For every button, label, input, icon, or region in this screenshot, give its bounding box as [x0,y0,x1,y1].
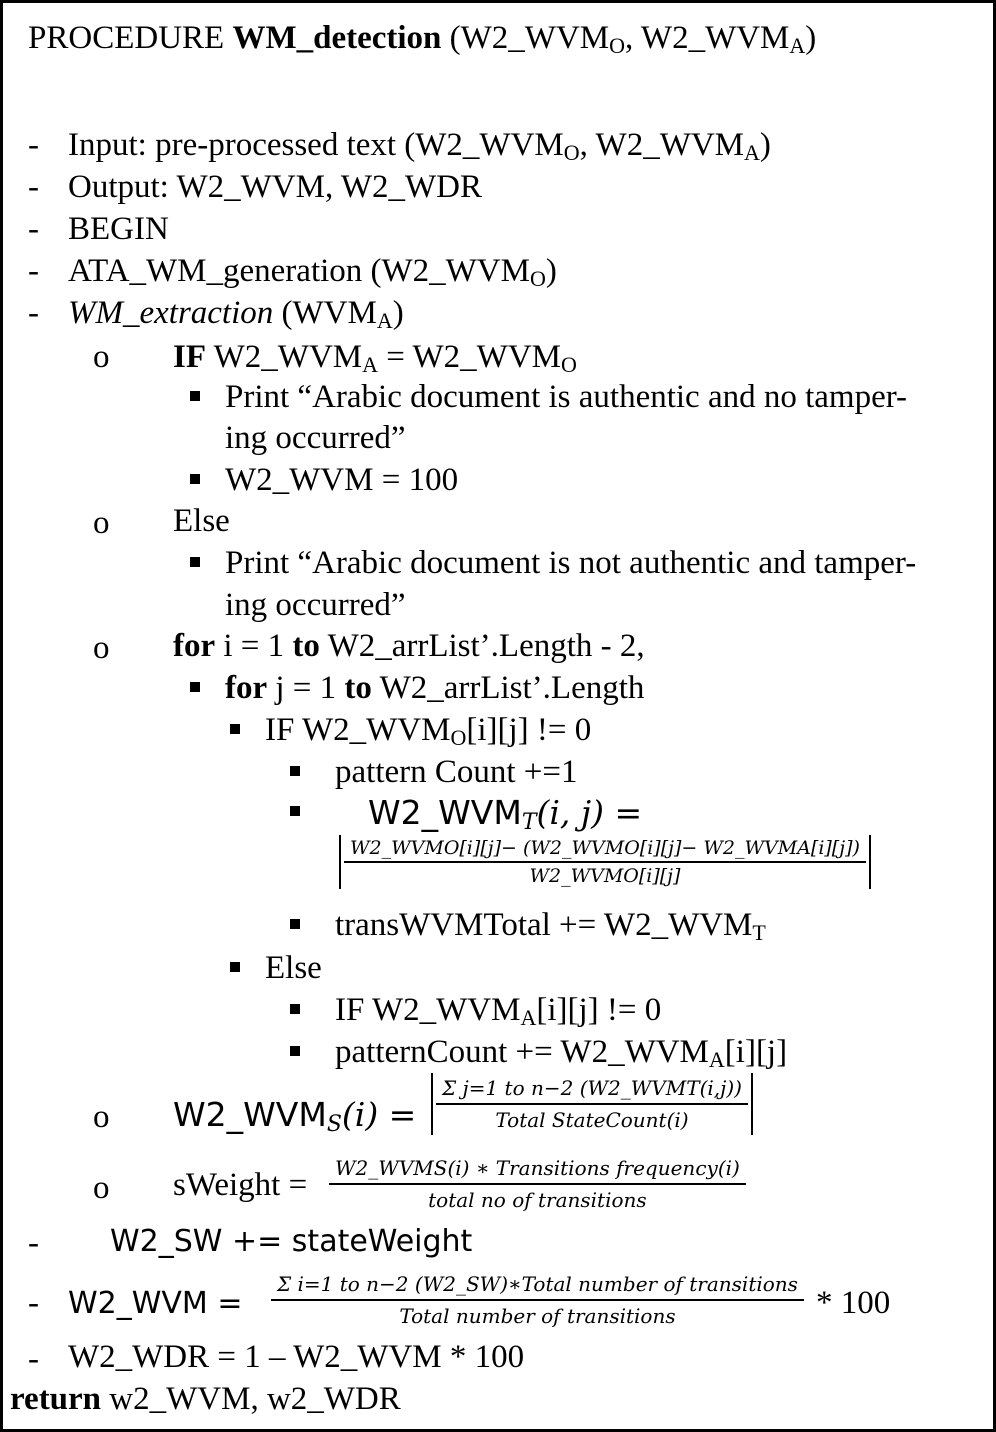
input-text: Input: pre-processed text (W2_WVM [68,127,564,163]
wvm-fraction [271,1269,804,1331]
eq-s-numerator: Σ j=1 to n−2 (W2_WVMT(i,j)) [436,1073,748,1105]
if-keyword: IF [173,339,206,375]
for-i-text-a: i = 1 [215,628,293,664]
square-bullet [190,391,200,401]
if-original-tail: [i][j] != 0 [466,712,592,748]
return-line [10,1379,401,1419]
procedure-header [28,18,816,58]
dash-marker: - [28,1225,39,1261]
to-keyword: to [344,670,372,706]
dash-marker: - [28,1341,39,1377]
circle-marker: o [93,1099,110,1135]
if-text-b: = W2_WVM [378,339,561,375]
eq-t-numerator: W2_WVMO[i][j]− (W2_WVMO[i][j]− W2_WVMA[i][j]) [344,835,866,863]
dash-marker: - [28,127,39,163]
extraction-sub: A [376,308,393,333]
state-weight-line [110,1221,472,1261]
if-attacked-sub: A [520,1005,537,1030]
procedure-args-sub2: A [789,33,806,58]
pattern-count-tail: [i][j] [724,1034,788,1070]
sweight-numerator: W2_WVMS(i) ∗ Transitions frequency(i) [329,1153,746,1185]
return-values: w2_WVM, w2_WDR [101,1381,401,1417]
circle-marker: o [93,505,110,541]
extraction-function: WM_extraction [68,295,274,331]
equation-t-lhs [368,793,642,833]
dash-marker: - [28,295,39,331]
wvm-equation-lhs [68,1283,243,1323]
square-bullet [290,1046,300,1056]
procedure-name: WM_detection [232,20,442,56]
input-text-b: , W2_WVM [579,127,745,163]
print-not-authentic-line2: ing occurred” [225,587,406,623]
eq-t-lhs-args: (i, j) = [536,793,643,832]
eq-t-lhs-text: W2_WVM [368,793,522,832]
wvm-multiplier: * 100 [816,1285,891,1321]
else-inner-line: Else [265,950,322,986]
begin-line: BEGIN [68,211,169,247]
pattern-count-text: patternCount += W2_WVM [335,1034,709,1070]
for-j-text-b: W2_arrList’.Length [371,670,645,706]
input-text-c: ) [759,127,771,163]
set-100-line: W2_WVM = 100 [225,462,459,498]
square-bullet [290,919,300,929]
sweight-lhs: sWeight = [173,1167,308,1203]
if-original-line [265,710,591,750]
if-sub2: O [561,352,577,377]
trans-total-line [335,905,766,945]
generation-close: ) [545,253,557,289]
extraction-close: ) [392,295,404,331]
circle-marker: o [93,630,110,666]
if-attacked-tail: [i][j] != 0 [536,992,662,1028]
for-keyword: for [225,670,268,706]
extraction-args: (WVM [273,295,377,331]
procedure-args-mid: , W2_WVM [625,20,790,56]
eq-s-lhs-args: (i) = [341,1095,417,1134]
generation-sub: O [529,266,546,291]
trans-total-text: transWVMTotal += W2_WVM [335,907,753,943]
dash-marker: - [28,211,39,247]
input-sub2: A [744,140,760,165]
for-keyword: for [173,628,216,664]
sweight-denominator: total no of transitions [428,1188,647,1212]
dash-marker: - [28,253,39,289]
procedure-args-close: ) [805,20,817,56]
trans-total-sub: T [752,920,766,945]
if-sub1: A [362,352,379,377]
dash-marker: - [28,169,39,205]
wvm-lhs-text: W2_WVM = [68,1286,243,1321]
wvm-numerator: Σ i=1 to n−2 (W2_SW)∗Total number of transitions [271,1269,804,1301]
state-weight-text: W2_SW += stateWeight [110,1224,473,1259]
square-bullet [290,1004,300,1014]
dash-marker: - [28,1285,39,1321]
to-keyword: to [292,628,320,664]
if-attacked-line [335,990,661,1030]
if-original-text: IF W2_WVM [265,712,451,748]
pattern-count-sub: A [708,1047,725,1072]
square-bullet [290,766,300,776]
input-sub1: O [563,140,580,165]
print-not-authentic-line1: Print “Arabic document is not authentic and tamper- [225,545,917,581]
eq-t-denominator: W2_WVMO[i][j] [529,865,681,887]
wvm-denominator: Total number of transitions [399,1304,676,1328]
generation-line [68,251,557,291]
square-bullet [190,474,200,484]
if-attacked-text: IF W2_WVM [335,992,521,1028]
if-text-a: W2_WVM [206,339,363,375]
print-authentic-line1: Print “Arabic document is authentic and no tamper- [225,379,908,415]
eq-t-lhs-sub: T [521,810,537,835]
circle-marker: o [93,1170,110,1206]
for-j-line [225,668,644,708]
square-bullet [230,724,240,734]
input-line [68,125,771,165]
equation-t-fraction [339,835,871,889]
procedure-args-sub1: O [609,33,626,58]
procedure-keyword: PROCEDURE [28,20,225,56]
sweight-fraction [329,1153,746,1215]
equation-s-fraction [431,1073,753,1135]
for-i-text-b: W2_arrList’.Length - 2, [319,628,645,664]
eq-s-denominator: Total StateCount(i) [495,1108,689,1132]
square-bullet [230,962,240,972]
square-bullet [190,682,200,692]
if-original-sub: O [450,725,467,750]
circle-marker: o [93,339,110,375]
print-authentic-line2: ing occurred” [225,420,406,456]
for-j-text-a: j = 1 [267,670,345,706]
eq-s-lhs-sub: S [326,1112,342,1137]
square-bullet [290,806,300,816]
else-line: Else [173,503,230,539]
wdr-line: W2_WDR = 1 – W2_WVM * 100 [68,1339,525,1375]
square-bullet [190,557,200,567]
output-line: Output: W2_WVM, W2_WDR [68,169,482,205]
if-line [173,337,577,377]
pattern-count-attacked-line [335,1032,787,1072]
pattern-count-line: pattern Count +=1 [335,754,578,790]
generation-text: ATA_WM_generation (W2_WVM [68,253,530,289]
for-i-line [173,626,645,666]
equation-s-lhs [173,1095,416,1135]
procedure-args-open: (W2_WVM [449,20,610,56]
extraction-line [68,293,404,333]
return-keyword: return [10,1381,102,1417]
eq-s-lhs-text: W2_WVM [173,1095,327,1134]
